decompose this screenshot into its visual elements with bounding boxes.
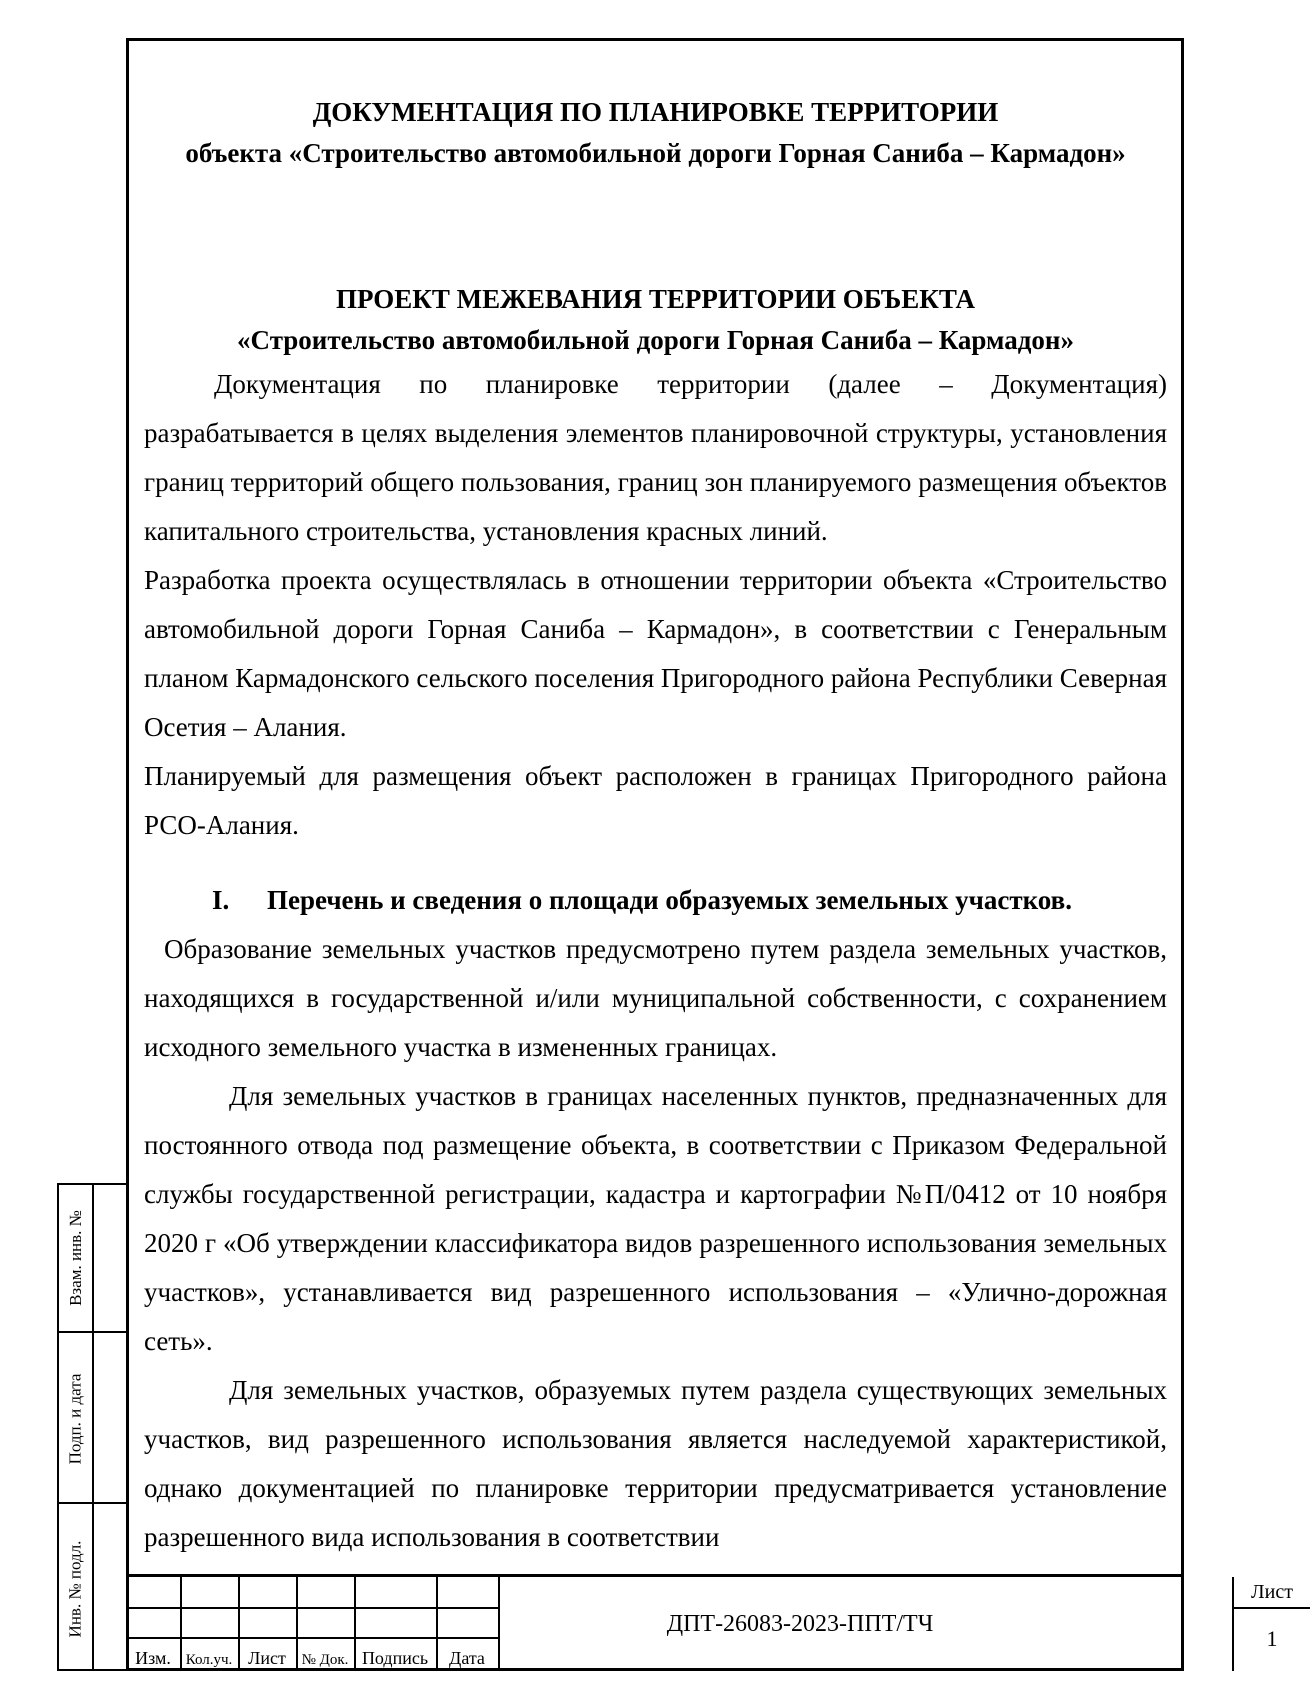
paragraph: Документация по планировке территории (далее – Документация) разрабатывается в целях выделения элементов планировочной структуры, установления границ территорий общего пользования, границ зон планируемого размещения объектов капитального строительства, установления красных линий. [144, 369, 1167, 546]
side-stamp [57, 1183, 126, 1671]
sheet-box [1232, 1577, 1310, 1671]
side-stamp-cell [59, 1506, 92, 1671]
section-number: I. [212, 885, 230, 915]
section-heading [144, 876, 1167, 925]
sheet-label: Лист [1234, 1577, 1310, 1609]
document-title: ДОКУМЕНТАЦИЯ ПО ПЛАНИРОВКЕ ТЕРРИТОРИИ [312, 97, 999, 127]
side-stamp-cell [59, 1333, 92, 1504]
side-stamp-label: Взам. инв. № [65, 1210, 85, 1306]
column-label: Подпись [361, 1648, 429, 1668]
document-code: ДПТ-26083-2023-ППТ/ТЧ [666, 1610, 934, 1637]
paragraph: Для земельных участков, образуемых путем раздела существующих земельных участков, вид разрешенного использования является наследуемой характеристикой, однако документацией по планировке территории предусматривается установление разрешенного вида использования в соответствии [144, 1375, 1167, 1552]
project-subtitle: «Строительство автомобильной дороги Горная Саниба – Кармадон» [237, 324, 1074, 355]
side-stamp-label: Подп. и дата [65, 1373, 85, 1464]
column-label: Изм. [135, 1648, 171, 1668]
paragraph: Образование земельных участков предусмотрено путем раздела земельных участков, находящихся в государственной и/или муниципальной собственности, с сохранением исходного земельного участка в измененных границах. [144, 934, 1167, 1062]
column-label: Лист [248, 1648, 286, 1668]
paragraph: Разработка проекта осуществлялась в отношении территории объекта «Строительство автомобильной дороги Горная Саниба – Кармадон», в соответствии с Генеральным планом Кармадонского сельского поселения Пригородного района Республики Северная Осетия – Алания. [144, 565, 1167, 742]
document-subtitle: объекта «Строительство автомобильной дороги Горная Саниба – Кармадон» [185, 137, 1126, 168]
project-title: ПРОЕКТ МЕЖЕВАНИЯ ТЕРРИТОРИИ ОБЪЕКТА [335, 284, 976, 314]
paragraph: Планируемый для размещения объект расположен в границах Пригородного района РСО-Алания. [144, 761, 1167, 840]
column-label: Дата [449, 1648, 485, 1668]
revision-table [126, 1577, 498, 1671]
side-stamp-label: Инв. № подл. [65, 1540, 85, 1637]
document-body [144, 92, 1167, 1562]
column-label: Кол.уч. [185, 1652, 233, 1668]
sheet-number: 1 [1266, 1626, 1278, 1651]
side-stamp-cell [59, 1185, 92, 1331]
column-label: № Док. [301, 1652, 349, 1668]
paragraph: Для земельных участков в границах населенных пунктов, предназначенных для постоянного отвода под размещение объекта, в соответствии с Приказом Федеральной службы государственной регистрации, кадастра и картографии №П/0412 от 10 ноября 2020 г «Об утверждении классификатора видов разрешенного использования земельных участков», устанавливается вид разрешенного использования – «Улично-дорожная сеть». [144, 1081, 1167, 1356]
title-block [126, 1574, 1293, 1671]
section-title: Перечень и сведения о площади образуемых земельных участков. [267, 885, 1072, 915]
